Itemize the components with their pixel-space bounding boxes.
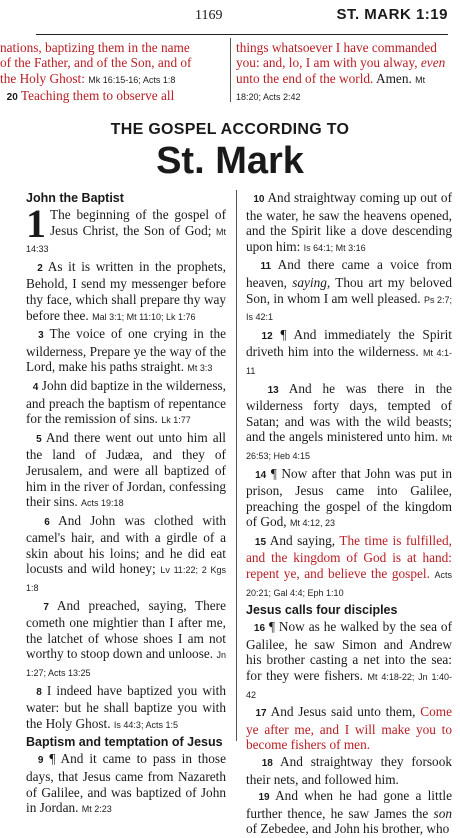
cross-reference: Mt 4:12, 23 bbox=[289, 518, 335, 529]
text-line: unto the end of the world. Amen. Mt 18:20; Acts 2:42 bbox=[236, 70, 426, 103]
chapter-number: 1 bbox=[26, 201, 46, 246]
verse-13: 13 And he was there in the wilderness forty days, tempted of Satan; and was with the wild beasts; and the angels ministered unto him. Mt 26:53; Heb 4:15 bbox=[246, 380, 453, 461]
left-column bbox=[26, 190, 226, 819]
cross-reference: Mk 16:15-16; Acts 1:8 bbox=[88, 74, 176, 85]
verse-6: 6 And John was clothed with camel's hair, and with a girdle of a skin about his loins; and he did eat locusts and wild honey; Lv 11:22; 2 Kgs 1:8 bbox=[26, 512, 227, 594]
cross-reference: Lv 11:22; 2 Kgs 1:8 bbox=[26, 565, 226, 594]
cross-reference: Mt 3:3 bbox=[187, 363, 213, 374]
verse-16: 16 ¶ Now as he walked by the sea of Galilee, he saw Simon and Andrew his brother casting a net into the sea: for they were fishers. Mt 4:18-22; Jn 1:40-42 bbox=[246, 619, 453, 700]
cross-reference: Mt 4:18-22; Jn 1:40-42 bbox=[246, 672, 453, 700]
cross-reference: Mt 4:1-11 bbox=[246, 348, 452, 376]
cross-reference: Is 64:1; Mt 3:16 bbox=[303, 242, 366, 253]
book-title: St. Mark bbox=[156, 140, 304, 182]
text-line: you: and, lo, I am with you alway, even bbox=[236, 55, 446, 71]
cross-reference: Ps 2:7; Is 42:1 bbox=[246, 294, 453, 323]
matthew-end-left bbox=[0, 40, 224, 106]
verse-11: 11 And there came a voice from heaven, saying, Thou art my beloved Son, in whom I am well pleased. Ps 2:7; Is 42:1 bbox=[246, 257, 453, 323]
running-head: ST. MARK 1:19 bbox=[336, 6, 448, 23]
verse-18: 18 And straightway they forsook their nets, and followed him. bbox=[246, 754, 452, 787]
cross-reference: Mt 14:33 bbox=[26, 226, 227, 255]
book-subtitle: THE GOSPEL ACCORDING TO bbox=[110, 121, 350, 138]
verse-19: 19 And when he had gone a little further thence, he saw James the son of Zebedee, and John his brother, who bbox=[246, 788, 452, 837]
cross-reference: Mal 3:1; Mt 11:10; Lk 1:76 bbox=[92, 311, 196, 322]
verse-3: 3 The voice of one crying in the wilderness, Prepare ye the way of the Lord, make his paths straight. Mt 3:3 bbox=[26, 326, 227, 375]
section-heading: Jesus calls four disciples bbox=[246, 603, 398, 618]
header-rule bbox=[36, 34, 448, 35]
matthew-end-right bbox=[236, 40, 450, 106]
verse-10: 10 And straightway coming up out of the water, he saw the heavens opened, and the Spirit like a dove descending upon him: Is 64:1; Mt 3:16 bbox=[246, 190, 453, 254]
cross-reference: Mt 26:53; Heb 4:15 bbox=[246, 433, 453, 461]
text-line: things whatsoever I have commanded bbox=[236, 40, 437, 55]
section-heading: Baptism and temptation of Jesus bbox=[26, 735, 223, 750]
cross-reference: Acts 20:21; Gal 4:4; Eph 1:10 bbox=[246, 570, 453, 598]
section-heading: John the Baptist bbox=[26, 191, 124, 205]
verse-number: 20 bbox=[6, 92, 18, 104]
column-divider bbox=[230, 38, 231, 102]
cross-reference: Jn 1:27; Acts 13:25 bbox=[26, 650, 226, 679]
cross-reference: Mt 18:20; Acts 2:42 bbox=[236, 74, 426, 103]
cross-reference: Is 44:3; Acts 1:5 bbox=[113, 719, 178, 730]
verse-4: 4 John did baptize in the wilderness, and preach the baptism of repentance for the remission of sins. Lk 1:77 bbox=[26, 377, 227, 427]
verse-14: 14 ¶ Now after that John was put in prison, Jesus came into Galilee, preaching the gospel of the kingdom of God, Mt 4:12, 23 bbox=[246, 465, 453, 530]
verse-20: 20 Teaching them to observe all bbox=[6, 88, 175, 104]
verse-12: 12 ¶ And immediately the Spirit driveth him into the wilderness. Mt 4:1-11 bbox=[246, 326, 452, 376]
verse-5: 5 And there went out unto him all the land of Judæa, and they of Jerusalem, and were all baptized of him in the river of Jordan, confessing their sins. Acts 19:18 bbox=[26, 429, 227, 510]
cross-reference: Lk 1:77 bbox=[161, 415, 191, 426]
page-number: 1169 bbox=[195, 8, 223, 23]
column-divider bbox=[236, 190, 237, 741]
cross-reference: Mt 2:23 bbox=[81, 804, 112, 815]
cross-reference: Acts 19:18 bbox=[81, 498, 124, 509]
verse-9: 9 ¶ And it came to pass in those days, that Jesus came from Nazareth of Galilee, and was baptized of John in Jordan. Mt 2:23 bbox=[26, 751, 226, 816]
verse-7: 7 And preached, saying, There cometh one mightier than I after me, the latchet of whose shoes I am not worthy to stoop down and unloose. Jn 1:27; Acts 13:25 bbox=[26, 597, 227, 679]
page-header bbox=[0, 0, 460, 40]
text-line: of the Father, and of the Son, and of bbox=[0, 55, 192, 71]
verse-2: 2 As it is written in the prophets, Behold, I send my messenger before thy face, which shall prepare thy way before thee. Mal 3:1; Mt 11:10; Lk 1:76 bbox=[26, 258, 226, 323]
text-line: nations, baptizing them in the name bbox=[0, 40, 190, 55]
verse-17: 17 And Jesus said unto them, Come ye after me, and I will make you to become fishers of men. bbox=[246, 704, 452, 753]
text-line: the Holy Ghost: Mk 16:15-16; Acts 1:8 bbox=[0, 70, 176, 86]
verse-8: 8 I indeed have baptized you with water: but he shall baptize you with the Holy Ghost. Is 44:3; Acts 1:5 bbox=[26, 682, 227, 731]
verse-15: 15 And saying, The time is fulfilled, and the kingdom of God is at hand: repent ye, and believe the gospel. Acts 20:21; Gal 4:4; Eph 1:10 bbox=[246, 532, 453, 598]
verse-1: 1 The beginning of the gospel of Jesus Christ, the Son of God; Mt 14:33 bbox=[26, 201, 227, 255]
